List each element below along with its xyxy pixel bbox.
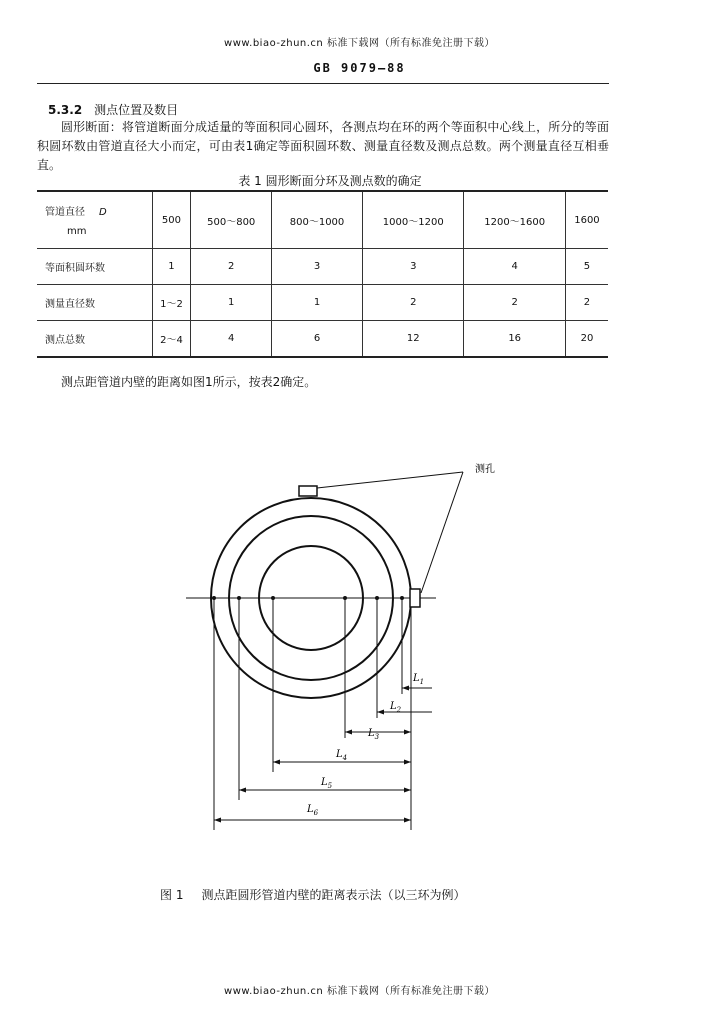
paragraph-figure-reference: 测点距管道内壁的距离如图1所示，按表2确定。 <box>61 375 317 389</box>
header-unit: mm <box>67 226 87 237</box>
figure-caption-text: 测点距圆形管道内壁的距离表示法（以三环为例） <box>201 888 466 902</box>
standard-code: GB 9079—88 <box>313 61 406 75</box>
table-cell: 12 <box>363 321 464 358</box>
column-header: 1000～1200 <box>363 191 464 249</box>
table-cell: 5 <box>565 249 608 285</box>
table-cell: 2 <box>464 285 565 321</box>
header-site-text: www.biao-zhun.cn 标准下载网（所有标准免注册下载） <box>224 38 495 49</box>
ring-division-table <box>37 190 608 358</box>
column-header: 500 <box>152 191 191 249</box>
dimension-label-L2: $L_2$ <box>390 701 402 714</box>
figure-number: 图 1 <box>160 888 184 902</box>
leader-line-top <box>317 472 463 488</box>
header-rule <box>37 83 609 84</box>
arrowhead <box>404 760 411 765</box>
section-number: 5.3.2 <box>48 103 83 117</box>
arrowhead <box>402 686 409 691</box>
arrowhead <box>404 788 411 793</box>
table-cell: 2～4 <box>152 321 191 358</box>
header-label: 管道直径 <box>45 207 85 218</box>
table-cell: 1 <box>272 285 363 321</box>
footer-site-text: www.biao-zhun.cn 标准下载网（所有标准免注册下载） <box>224 986 495 997</box>
row-label: 等面积圆环数 <box>37 249 152 285</box>
table-cell: 6 <box>272 321 363 358</box>
column-header: 800～1000 <box>272 191 363 249</box>
measuring-hole-top <box>299 486 317 496</box>
column-header: 1600 <box>565 191 608 249</box>
paragraph-circular-section: 圆形断面：将管道断面分成适量的等面积同心圆环，各测点均在环的两个等面积中心线上，所分的等面积圆环数由管道直径大小而定，可由表1确定等面积圆环数、测量直径数及测点总数。两个测量直径互相垂直。 <box>37 120 609 172</box>
table-cell: 2 <box>363 285 464 321</box>
hole-label: 测孔 <box>475 464 495 475</box>
table-row <box>37 285 608 321</box>
table-header-row <box>37 191 608 249</box>
dimension-label-L4: $L_4$ <box>336 749 348 762</box>
table-header-cell <box>37 191 152 249</box>
table-cell: 2 <box>191 249 272 285</box>
arrowhead <box>404 730 411 735</box>
dimension-label-L6: $L_6$ <box>307 804 319 817</box>
column-header: 500～800 <box>191 191 272 249</box>
table-caption: 表 1 圆形断面分环及测点数的确定 <box>238 174 422 188</box>
table-row <box>37 321 608 358</box>
table-cell: 20 <box>565 321 608 358</box>
table-cell: 1～2 <box>152 285 191 321</box>
arrowhead <box>377 710 384 715</box>
section-heading <box>48 101 178 118</box>
column-header: 1200～1600 <box>464 191 565 249</box>
dimension-label-L3: $L_3$ <box>368 728 380 741</box>
section-title: 测点位置及数目 <box>94 103 179 117</box>
table-cell: 3 <box>272 249 363 285</box>
table-cell: 1 <box>152 249 191 285</box>
leader-line-right <box>421 472 463 593</box>
dimension-label-L1: $L_1$ <box>413 673 425 686</box>
row-label: 测量直径数 <box>37 285 152 321</box>
arrowhead <box>214 818 221 823</box>
table-cell: 2 <box>565 285 608 321</box>
table-cell: 16 <box>464 321 565 358</box>
arrowhead <box>239 788 246 793</box>
row-label: 测点总数 <box>37 321 152 358</box>
table-cell: 3 <box>363 249 464 285</box>
table-row <box>37 249 608 285</box>
table-cell: 1 <box>191 285 272 321</box>
header-symbol: D <box>99 207 107 218</box>
arrowhead <box>345 730 352 735</box>
dimension-label-L5: $L_5$ <box>321 777 333 790</box>
arrowhead <box>273 760 280 765</box>
measuring-hole-right <box>410 589 420 607</box>
table-cell: 4 <box>191 321 272 358</box>
table-cell: 4 <box>464 249 565 285</box>
measuring-point-diagram <box>0 440 719 880</box>
arrowhead <box>404 818 411 823</box>
figure-caption <box>160 886 465 903</box>
